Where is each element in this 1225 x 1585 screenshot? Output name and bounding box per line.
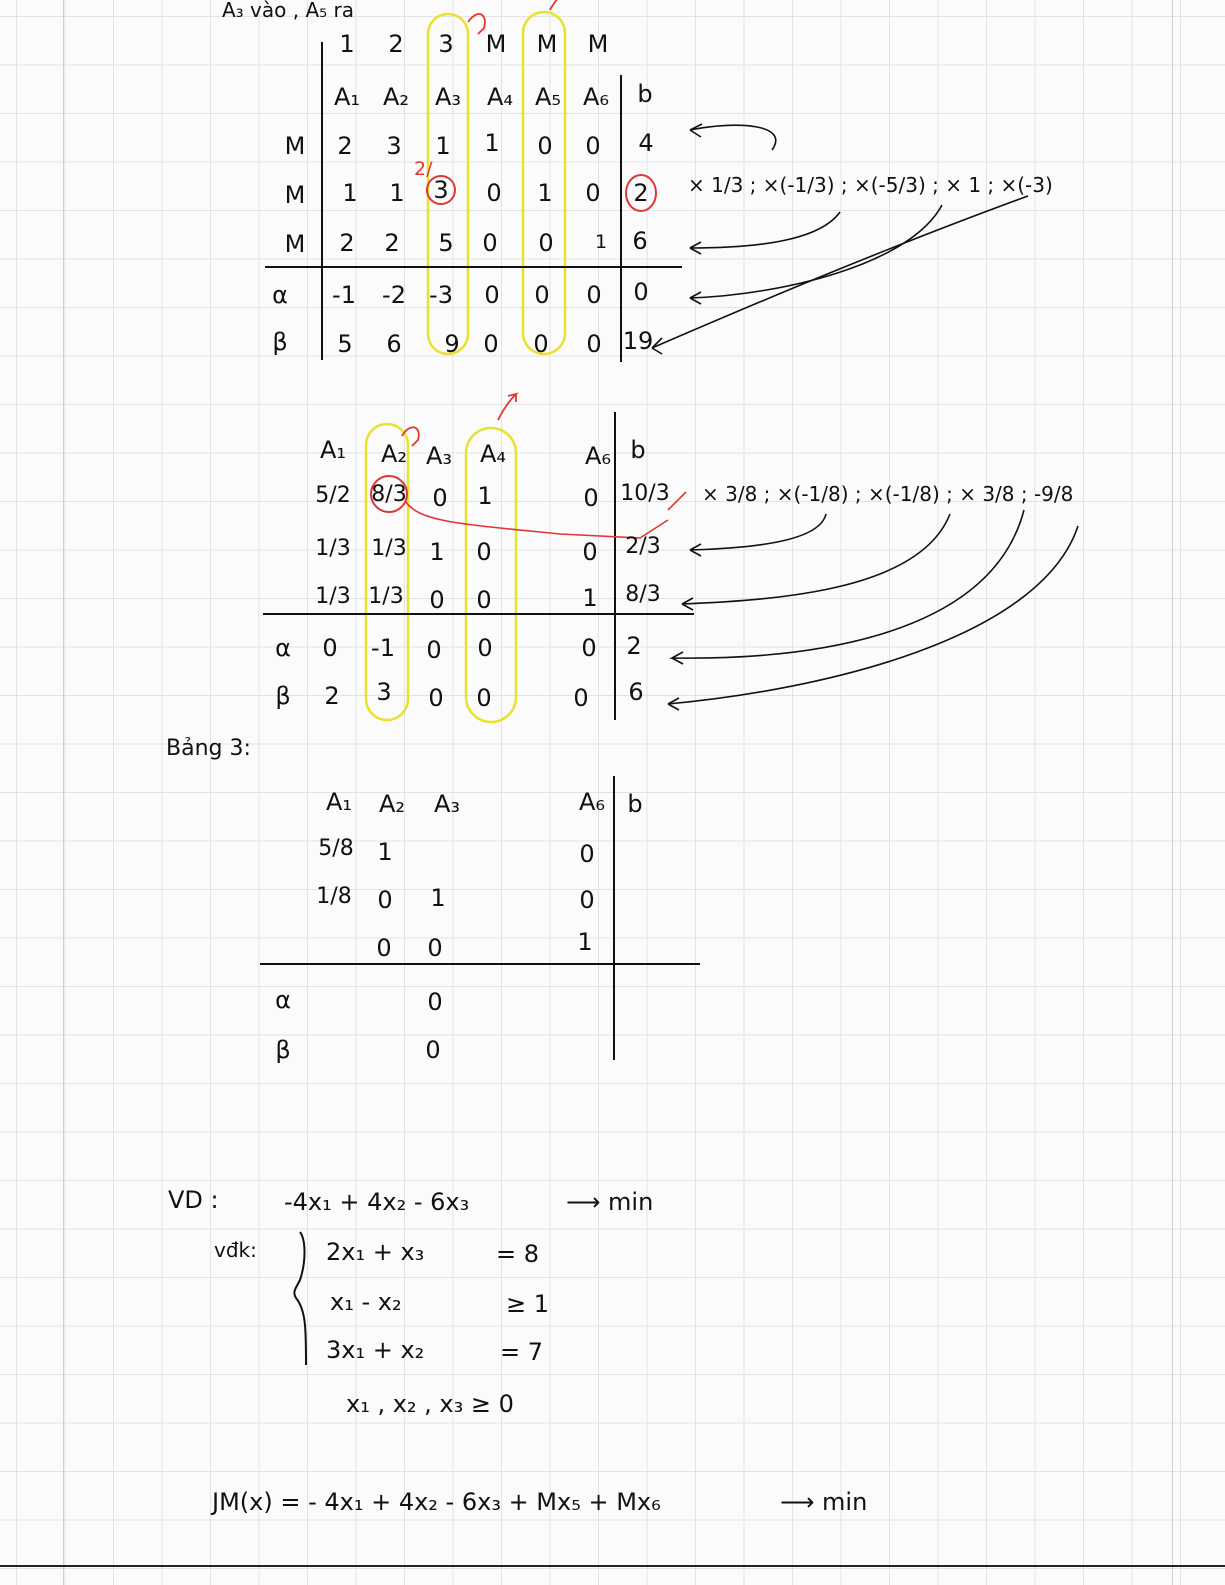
t2-r3-c6: 1 — [582, 584, 598, 612]
t1-r3-c6: 1 — [594, 231, 608, 253]
t2-r1-c6: 0 — [583, 484, 599, 512]
t1-r1-c4: 1 — [484, 129, 500, 157]
t1-beta-label: β — [272, 328, 288, 356]
t2-r3-c3: 0 — [429, 586, 445, 614]
constraint-2-lhs: x₁ - x₂ — [330, 1288, 402, 1316]
t1-r1-c2: 3 — [386, 132, 402, 160]
t3-r1-c6: 0 — [579, 840, 595, 868]
t2-alpha-label: α — [275, 634, 291, 662]
arrow-to-row1 — [690, 124, 776, 150]
t1-alpha-6: 0 — [586, 281, 602, 309]
t1-beta-6: 0 — [586, 330, 602, 358]
t1-r2-c5: 1 — [537, 179, 553, 207]
t3-r2-c2: 0 — [377, 886, 393, 914]
t3-r2-c1: 1/8 — [316, 884, 352, 909]
t1-basis-1: M — [284, 132, 306, 160]
arrow-to-alpha2 — [672, 510, 1024, 664]
t1-header-a3: A₃ — [434, 83, 462, 111]
t2-beta-2: 3 — [376, 678, 392, 706]
t2-r1-c4: 1 — [477, 482, 493, 510]
t2-r2-c3: 1 — [429, 538, 445, 566]
arrow-to-beta2 — [668, 526, 1078, 710]
constraint-3-lhs: 3x₁ + x₂ — [326, 1336, 425, 1364]
t3-header-a3: A₃ — [433, 790, 461, 818]
t1-header-a1: A₁ — [333, 83, 361, 111]
constraints-label: vđk: — [214, 1238, 257, 1262]
t2-beta-4: 0 — [476, 684, 492, 712]
arrow-to-row2-2 — [690, 514, 826, 556]
t3-header-a6: A₆ — [578, 788, 606, 816]
t1-r3-c1: 2 — [339, 229, 355, 257]
arrow-to-beta1 — [652, 196, 1028, 354]
table3-title: Bảng 3: — [166, 736, 251, 761]
constraint-brace — [294, 1232, 306, 1365]
t1-beta-5: 0 — [533, 330, 549, 358]
t1-header-a4: A₄ — [486, 83, 514, 111]
t3-header-a1: A₁ — [325, 788, 353, 816]
t1-beta-1: 5 — [337, 330, 353, 358]
t1-alpha-4: 0 — [484, 281, 500, 309]
t2-header-a4: A₄ — [479, 440, 507, 468]
t1-r2-c3-pivot: 3 — [433, 176, 449, 204]
t1-r3-c4: 0 — [482, 229, 498, 257]
t2-alpha-2: -1 — [371, 634, 395, 662]
t1-header-a5: A₅ — [534, 83, 562, 111]
t1-header-b: b — [637, 80, 653, 108]
t1-pivot-mark: 2/ — [414, 158, 433, 180]
t1-r1-b: 4 — [638, 129, 654, 157]
constraint-1-lhs: 2x₁ + x₃ — [326, 1238, 425, 1266]
t3-r3-c6: 1 — [577, 928, 593, 956]
problem-label: VD : — [168, 1186, 219, 1214]
t2-r1-c2-pivot: 8/3 — [371, 482, 407, 507]
t2-beta-b: 6 — [628, 678, 644, 706]
jm-function: JM(x) = - 4x₁ + 4x₂ - 6x₃ + Mx₅ + Mx₆ — [212, 1488, 661, 1516]
t1-r1-c6: 0 — [585, 132, 601, 160]
t1-alpha-3: -3 — [429, 281, 453, 309]
t1-beta-b: 19 — [622, 327, 654, 355]
t3-header-a2: A₂ — [378, 790, 406, 818]
constraint-3-rel: = 7 — [500, 1338, 544, 1366]
t3-alpha-label: α — [275, 986, 291, 1014]
t2-r2-b: 2/3 — [625, 534, 661, 559]
t1-header-a6: A₆ — [582, 83, 610, 111]
header-note: A₃ vào , A₅ ra — [222, 0, 354, 22]
t2-r2-c1: 1/3 — [315, 536, 351, 561]
t2-beta-6: 0 — [573, 684, 589, 712]
t1-r1-c3: 1 — [435, 132, 451, 160]
t2-alpha-3: 0 — [426, 636, 442, 664]
t1-basis-3: M — [284, 230, 306, 258]
t2-alpha-b: 2 — [626, 632, 642, 660]
highlight-column-a4 — [466, 428, 516, 722]
t2-multipliers: × 3/8 ; ×(-1/8) ; ×(-1/8) ; × 3/8 ; -9/8 — [702, 482, 1074, 506]
arrow-to-alpha1 — [690, 205, 942, 304]
t1-basis-2: M — [284, 181, 306, 209]
t3-r3-c2: 0 — [376, 934, 392, 962]
t1-r1-c5: 0 — [537, 132, 553, 160]
t1-multipliers: × 1/3 ; ×(-1/3) ; ×(-5/3) ; × 1 ; ×(-3) — [688, 173, 1053, 197]
t1-alpha-1: -1 — [332, 281, 356, 309]
t2-r2-c2: 1/3 — [371, 536, 407, 561]
t3-beta-label: β — [275, 1036, 291, 1064]
t2-r2-c4: 0 — [476, 538, 492, 566]
t3-r2-c3: 1 — [430, 884, 446, 912]
t2-r3-b: 8/3 — [625, 582, 661, 607]
t2-header-a6: A₆ — [584, 442, 612, 470]
t1-r2-c2: 1 — [389, 179, 405, 207]
objective-arrow: ⟶ min — [566, 1188, 654, 1216]
cost-1: 1 — [339, 30, 355, 58]
nonneg-constraint: x₁ , x₂ , x₃ ≥ 0 — [346, 1390, 514, 1418]
t3-r2-c6: 0 — [579, 886, 595, 914]
t1-beta-4: 0 — [483, 330, 499, 358]
t2-r1-c1: 5/2 — [315, 483, 351, 508]
objective: -4x₁ + 4x₂ - 6x₃ — [284, 1188, 470, 1216]
arrow-to-row3 — [690, 212, 840, 254]
t2-beta-3: 0 — [428, 684, 444, 712]
t2-beta-1: 2 — [324, 682, 340, 710]
t2-alpha-6: 0 — [581, 634, 597, 662]
t3-r1-c2: 1 — [377, 838, 393, 866]
constraint-2-rel: ≥ 1 — [506, 1290, 550, 1318]
cost-5: M — [536, 30, 558, 58]
t1-r3-c2: 2 — [384, 229, 400, 257]
t2-r3-c4: 0 — [476, 586, 492, 614]
t1-alpha-b: 0 — [633, 278, 649, 306]
t3-header-b: b — [627, 790, 643, 818]
t1-r1-c1: 2 — [337, 132, 353, 160]
t2-header-a2: A₂ — [380, 440, 408, 468]
t1-header-a2: A₂ — [382, 83, 410, 111]
t3-r3-c3: 0 — [427, 934, 443, 962]
t2-r2-c6: 0 — [582, 538, 598, 566]
t2-r3-c1: 1/3 — [315, 584, 351, 609]
t1-alpha-5: 0 — [534, 281, 550, 309]
t3-r1-c1: 5/8 — [318, 836, 354, 861]
t1-alpha-label: α — [272, 281, 288, 309]
cost-6: M — [587, 30, 609, 58]
cost-3: 3 — [438, 30, 454, 58]
t2-r3-c2: 1/3 — [368, 584, 404, 609]
t1-r2-b: 2 — [633, 179, 649, 207]
t2-header-a1: A₁ — [319, 436, 347, 464]
t3-alpha-a3: 0 — [427, 988, 443, 1016]
t1-r2-c4: 0 — [486, 179, 502, 207]
cost-2: 2 — [388, 30, 404, 58]
t1-beta-3: 9 — [444, 330, 460, 358]
t1-r2-c6: 0 — [585, 179, 601, 207]
t2-r1-b: 10/3 — [620, 481, 670, 506]
t2-header-b: b — [630, 436, 646, 464]
jm-arrow: ⟶ min — [780, 1488, 868, 1516]
entering-arrow — [468, 14, 485, 34]
t1-beta-2: 6 — [386, 330, 402, 358]
t2-header-a3: A₃ — [425, 442, 453, 470]
t1-r2-c1: 1 — [342, 179, 358, 207]
t2-beta-label: β — [275, 682, 291, 710]
leaving-arrow — [550, 0, 558, 10]
strike-10-3 — [668, 492, 686, 510]
t1-r3-c5: 0 — [538, 229, 554, 257]
t1-alpha-2: -2 — [382, 281, 406, 309]
t1-r3-c3: 5 — [438, 229, 454, 257]
t3-beta-a3: 0 — [425, 1036, 441, 1064]
t2-alpha-1: 0 — [322, 634, 338, 662]
cost-4: M — [485, 30, 507, 58]
leaving-arrow-2 — [498, 394, 516, 420]
constraint-1-rel: = 8 — [496, 1240, 540, 1268]
highlight-column-a2 — [366, 424, 408, 720]
t2-alpha-4: 0 — [477, 634, 493, 662]
t2-r1-c3: 0 — [432, 484, 448, 512]
t1-r3-b: 6 — [632, 227, 648, 255]
